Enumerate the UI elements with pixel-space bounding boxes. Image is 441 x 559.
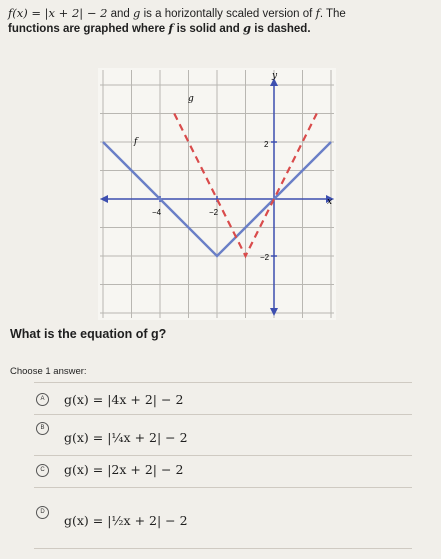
- problem-text-5: is solid and: [176, 23, 240, 35]
- f-variable: f: [315, 6, 320, 20]
- f-definition: f(x) = |x + 2| − 2: [8, 6, 108, 20]
- problem-statement: [8, 6, 432, 36]
- g-variable-2: g: [243, 21, 252, 35]
- problem-text-3: . The: [319, 8, 346, 20]
- tick-label-x-neg4: −4: [152, 208, 162, 217]
- tick-label-y-2: 2: [264, 140, 269, 149]
- problem-text-1: and: [110, 8, 130, 20]
- f-variable-2: f: [168, 21, 174, 35]
- question-label: What is the equation of g?: [10, 327, 167, 341]
- divider-top: [34, 382, 412, 383]
- problem-text-2: is a horizontally scaled version of: [143, 8, 313, 20]
- g-curve-label: g: [188, 94, 194, 104]
- problem-text-6: is dashed.: [254, 23, 311, 35]
- choice-a-equation: g(x) = |4x + 2| − 2: [64, 392, 184, 407]
- choice-b-equation: g(x) = |¼x + 2| − 2: [64, 430, 188, 445]
- tick-label-y-neg2: −2: [260, 253, 270, 262]
- problem-text-4: functions are graphed where: [8, 23, 166, 35]
- choice-c-letter: C: [36, 464, 49, 477]
- y-axis-label: y: [272, 71, 278, 81]
- g-variable: g: [133, 6, 141, 20]
- choice-d-equation: g(x) = |½x + 2| − 2: [64, 513, 188, 528]
- choice-d-letter: D: [36, 506, 49, 519]
- x-axis-label: x: [327, 197, 333, 207]
- divider-b: [34, 455, 412, 456]
- choice-a-letter: A: [36, 393, 49, 406]
- divider-a: [34, 414, 412, 415]
- divider-c: [34, 487, 412, 488]
- choice-b[interactable]: [34, 418, 412, 454]
- choice-d[interactable]: [34, 497, 412, 547]
- choice-a[interactable]: [34, 386, 412, 414]
- choose-label: Choose 1 answer:: [10, 366, 87, 377]
- divider-bottom: [34, 548, 412, 549]
- f-curve-label: f: [134, 137, 138, 147]
- choice-c-equation: g(x) = |2x + 2| − 2: [64, 462, 184, 477]
- question-text: [10, 327, 166, 341]
- tick-label-x-neg2: −2: [209, 208, 219, 217]
- choice-c[interactable]: [34, 459, 412, 487]
- choice-b-letter: B: [36, 422, 49, 435]
- function-graph: [98, 68, 336, 320]
